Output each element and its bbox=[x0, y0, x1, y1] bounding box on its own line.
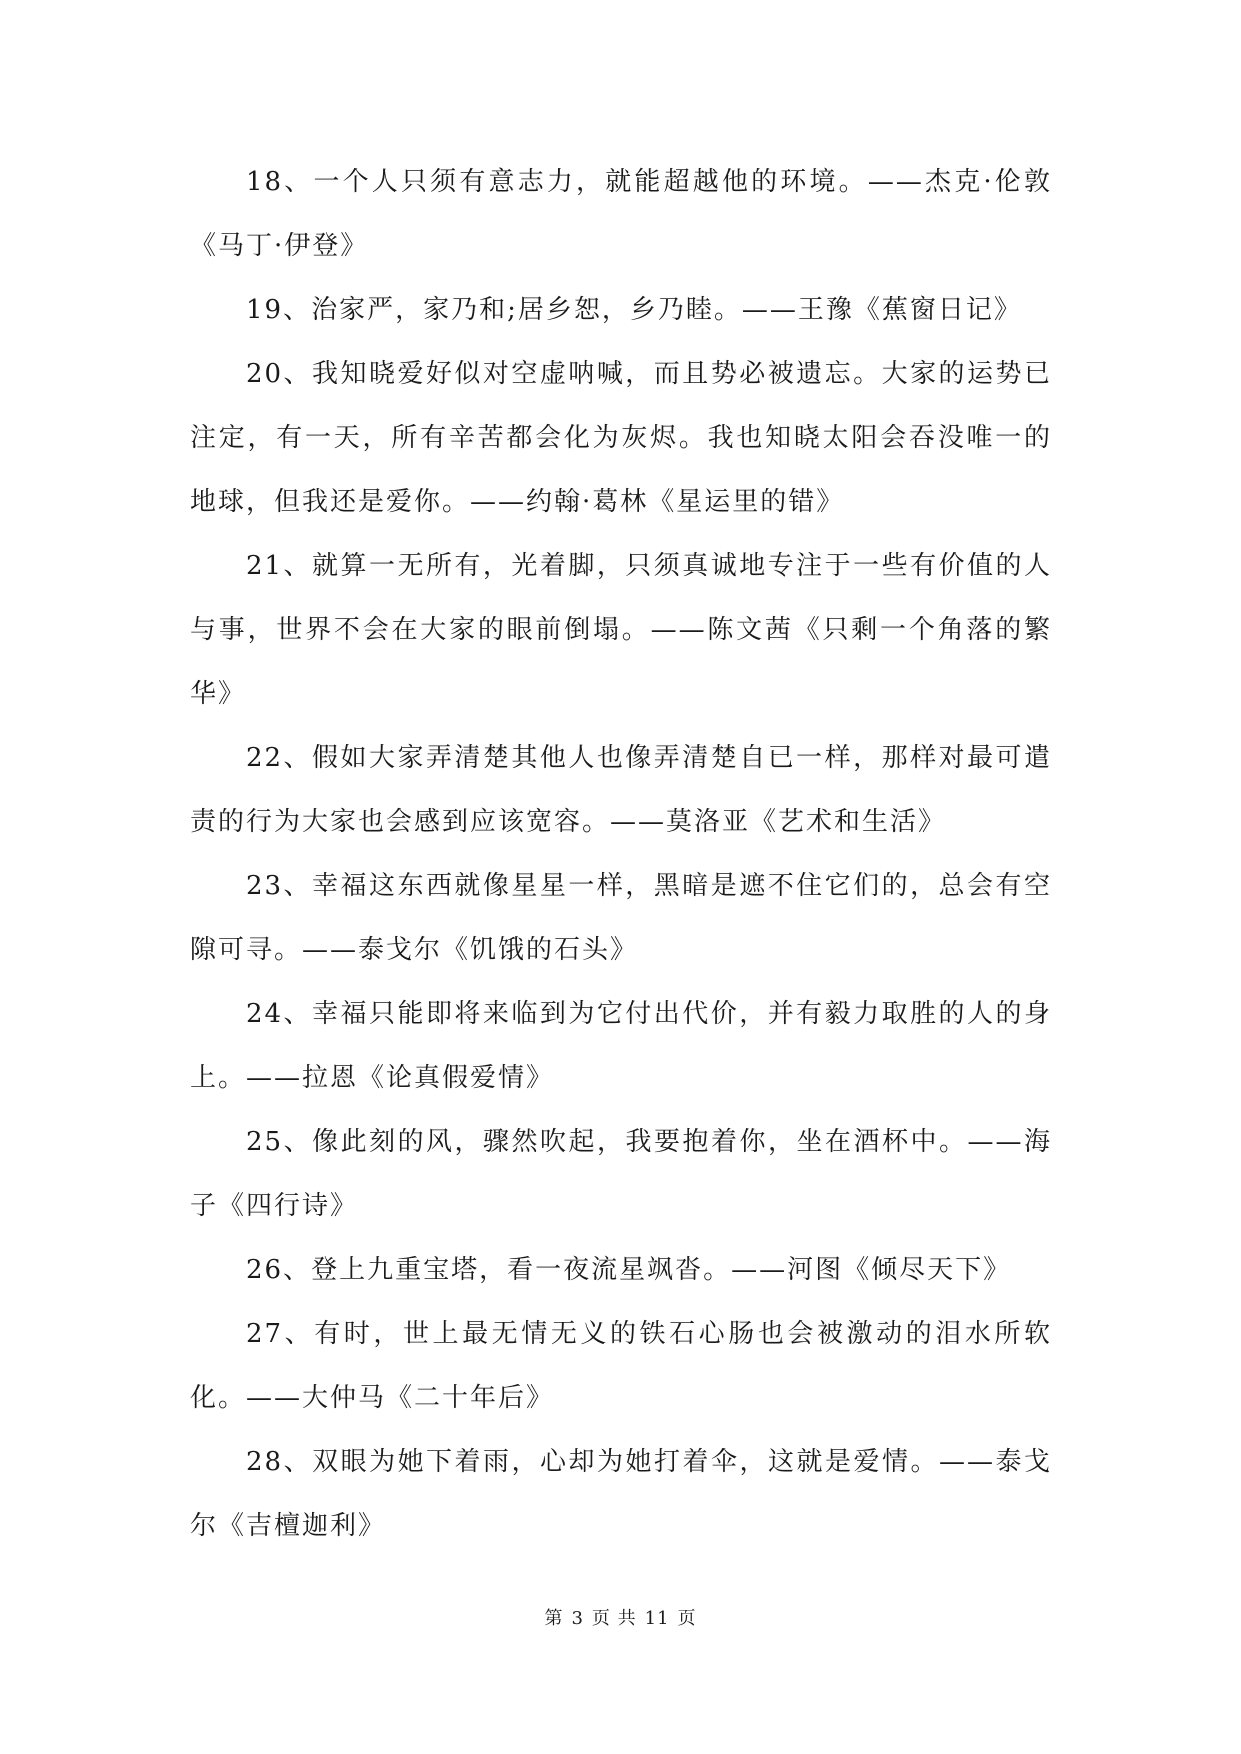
quote-paragraph-24: 24、幸福只能即将来临到为它付出代价，并有毅力取胜的人的身上。——拉恩《论真假爱情》 bbox=[190, 999, 1052, 1093]
quote-paragraph-28: 28、双眼为她下着雨，心却为她打着伞，这就是爱情。——泰戈尔《吉檀迦利》 bbox=[190, 1447, 1052, 1541]
quote-paragraph-22: 22、假如大家弄清楚其他人也像弄清楚自已一样，那样对最可遣责的行为大家也会感到应该宽容。——莫洛亚《艺术和生活》 bbox=[190, 743, 1052, 837]
quote-paragraph-25: 25、像此刻的风，骤然吹起，我要抱着你，坐在酒杯中。——海子《四行诗》 bbox=[190, 1127, 1052, 1221]
quote-paragraph-19: 19、治家严，家乃和;居乡恕，乡乃睦。——王豫《蕉窗日记》 bbox=[246, 295, 1022, 325]
footer-prefix: 第 bbox=[544, 1608, 564, 1629]
footer-total-pages: 11 bbox=[644, 1608, 670, 1629]
quote-paragraph-21: 21、就算一无所有，光着脚，只须真诚地专注于一些有价值的人与事，世界不会在大家的眼前倒塌。——陈文茜《只剩一个角落的繁华》 bbox=[190, 551, 1052, 709]
quote-paragraph-27: 27、有时，世上最无情无义的铁石心肠也会被激动的泪水所软化。——大仲马《二十年后》 bbox=[190, 1319, 1052, 1413]
quote-paragraph-18: 18、一个人只须有意志力，就能超越他的环境。——杰克·伦敦《马丁·伊登》 bbox=[190, 167, 1052, 261]
quote-paragraph-23: 23、幸福这东西就像星星一样，黑暗是遮不住它们的，总会有空隙可寻。——泰戈尔《饥饿的石头》 bbox=[190, 871, 1052, 965]
footer-suffix: 页 bbox=[677, 1608, 697, 1629]
page-body bbox=[190, 150, 1052, 1558]
footer-middle: 页 共 bbox=[591, 1608, 637, 1629]
page-footer bbox=[0, 1604, 1241, 1630]
quote-paragraph-26: 26、登上九重宝塔，看一夜流星飒沓。——河图《倾尽天下》 bbox=[246, 1255, 1012, 1285]
quote-paragraph-20: 20、我知晓爱好似对空虚呐喊，而且势必被遗忘。大家的运势已注定，有一天，所有辛苦都会化为灰烬。我也知晓太阳会吞没唯一的地球，但我还是爱你。——约翰·葛林《星运里的错》 bbox=[190, 359, 1052, 517]
footer-current-page: 3 bbox=[571, 1608, 584, 1629]
